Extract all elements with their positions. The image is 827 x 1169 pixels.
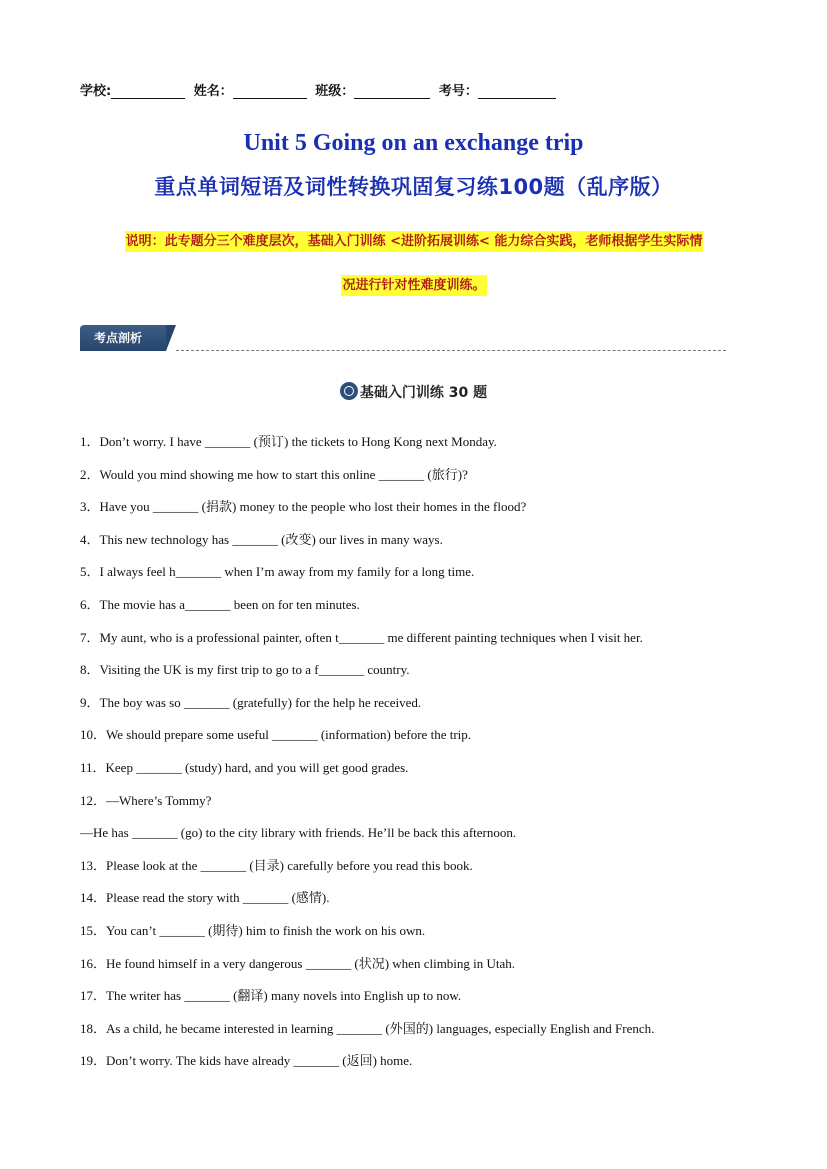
question-item: 13．Please look at the _______ (目录) carefully before you read this book. [80, 857, 473, 873]
question-item: 9．The boy was so _______ (gratefully) for the help he received. [80, 694, 422, 710]
class-blank[interactable] [354, 85, 430, 99]
chinese-title: 重点单词短语及词性转换巩固复习练100题（乱序版） [154, 175, 673, 199]
question-item: 17．The writer has _______ (翻译) many novels into English up to now. [80, 988, 462, 1004]
question-list [80, 430, 760, 1082]
section-tab: 考点剖析 [80, 325, 166, 351]
exam-number-blank[interactable] [478, 85, 556, 99]
english-title: Unit 5 Going on an exchange trip [243, 130, 584, 156]
question-item: 16．He found himself in a very dangerous _______ (状况) when climbing in Utah. [80, 955, 516, 971]
question-item: 1．Don’t worry. I have _______ (预订) the tickets to Hong Kong next Monday. [80, 434, 497, 449]
question-item: 10．We should prepare some useful _______ (information) before the trip. [80, 727, 472, 743]
note-line-2: 况进行针对性难度训练。 [341, 275, 486, 296]
school-label: 学校: [80, 84, 112, 99]
name-blank[interactable] [233, 85, 307, 99]
class-label: 班级： [315, 84, 355, 99]
sub-heading-text: 基础入门训练 30 题 [359, 385, 488, 401]
question-item: 15．You can’t _______ (期待) him to finish the work on his own. [80, 922, 426, 938]
question-item: 18．As a child, he became interested in learning _______ (外国的) languages, especially English and French. [80, 1020, 655, 1036]
sub-heading [0, 382, 827, 402]
question-item: 5．I always feel h_______ when I’m away from my family for a long time. [80, 564, 475, 580]
student-info-line [80, 80, 560, 99]
question-item: 8．Visiting the UK is my first trip to go to a f_______ country. [80, 662, 410, 678]
question-item: 11．Keep _______ (study) hard, and you will get good grades. [80, 759, 409, 775]
question-item: 7．My aunt, who is a professional painter, often t_______ me different painting techniques when I visit her. [80, 629, 643, 645]
note-line-1: 说明：此专题分三个难度层次，基础入门训练 <进阶拓展训练< 能力综合实践，老师根据学生实际情 [125, 231, 704, 252]
question-item: 6．The movie has a_______ been on for ten minutes. [80, 596, 360, 612]
section-divider [176, 350, 726, 351]
question-item: 4．This new technology has _______ (改变) our lives in many ways. [80, 531, 443, 547]
question-item: 19．Don’t worry. The kids have already _______ (返回) home. [80, 1053, 413, 1069]
question-item: 14．Please read the story with _______ (感情). [80, 890, 330, 906]
question-item: 3．Have you _______ (捐款) money to the people who lost their homes in the flood? [80, 499, 527, 515]
instructions-note [80, 220, 748, 308]
question-item: —He has _______ (go) to the city library with friends. He’ll be back this afternoon. [80, 825, 517, 841]
school-blank[interactable] [111, 85, 185, 99]
badge-icon [340, 382, 358, 400]
question-item: 12．—Where’s Tommy? [80, 792, 212, 808]
exam-number-label: 考号： [438, 84, 478, 99]
name-label: 姓名： [193, 84, 233, 99]
question-item: 2．Would you mind showing me how to start this online _______ (旅行)? [80, 466, 468, 482]
